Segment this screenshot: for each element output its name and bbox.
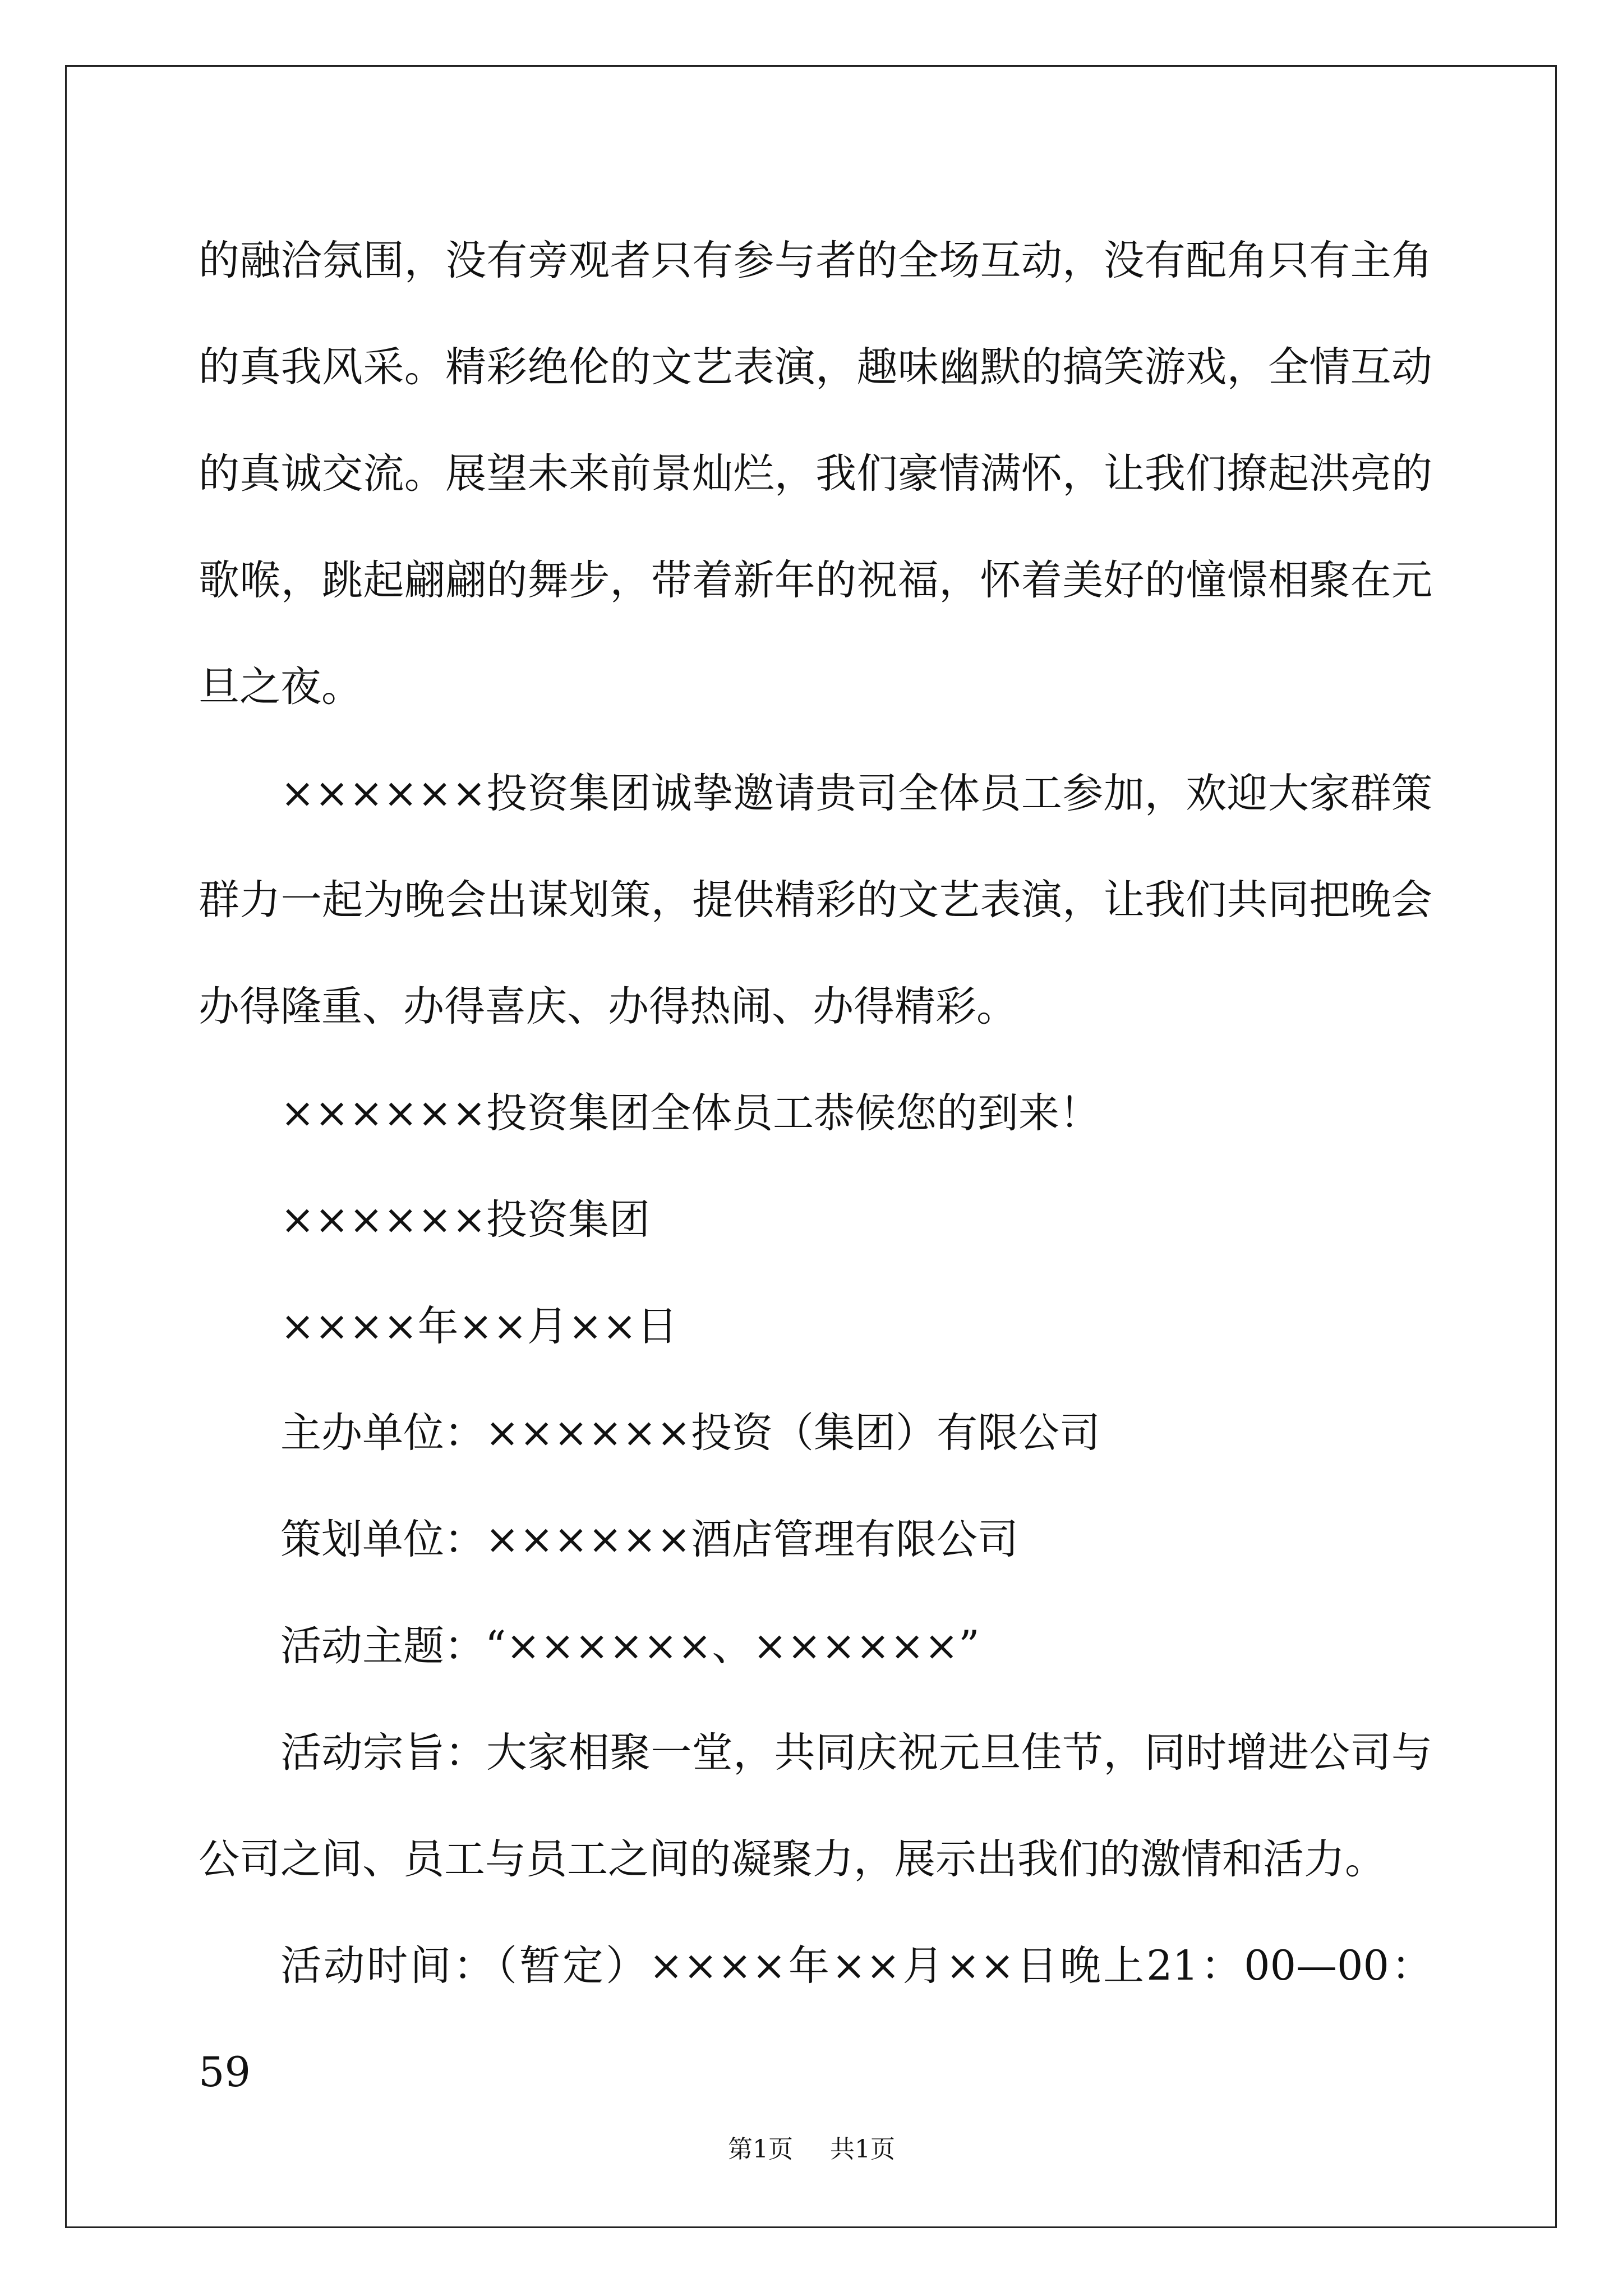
page-footer	[0, 2133, 1623, 2166]
paragraph-welcome: ××××××投资集团全体员工恭候您的到来！	[280, 1089, 1100, 1137]
signature-company: ××××××投资集团	[280, 1196, 650, 1244]
event-time: 活动时间：（暂定）××××年××月××日晚上21：00—00：59	[199, 1942, 1432, 2096]
paragraph-1: 的融洽氛围，没有旁观者只有参与者的全场互动，没有配角只有主角的真我风采。精彩绝伦的文艺表演，趣味幽默的搞笑游戏，全情互动的真诚交流。展望未来前景灿烂，我们豪情满怀，让我们撩起洪亮的歌喉，跳起翩翩的舞步，带着新年的祝福，怀着美好的憧憬相聚在元旦之夜。	[199, 237, 1432, 711]
event-purpose: 活动宗旨：大家相聚一堂，共同庆祝元旦佳节，同时增进公司与公司之间、员工与员工之间的凝聚力，展示出我们的激情和活力。	[199, 1729, 1432, 1883]
event-theme: 活动主题：“××××××、××××××”	[280, 1622, 980, 1670]
paragraph-invitation: ××××××投资集团诚挚邀请贵司全体员工参加，欢迎大家群策群力一起为晚会出谋划策，提供精彩的文艺表演，让我们共同把晚会办得隆重、办得喜庆、办得热闹、办得精彩。	[199, 770, 1432, 1030]
planning-unit: 策划单位：××××××酒店管理有限公司	[280, 1516, 1018, 1563]
document-body	[199, 208, 1432, 2126]
page-number: 第1页	[728, 2135, 793, 2164]
signature-date: ××××年××月××日	[280, 1303, 678, 1350]
host-unit: 主办单位：××××××投资（集团）有限公司	[280, 1409, 1100, 1457]
page-total: 共1页	[830, 2135, 895, 2164]
